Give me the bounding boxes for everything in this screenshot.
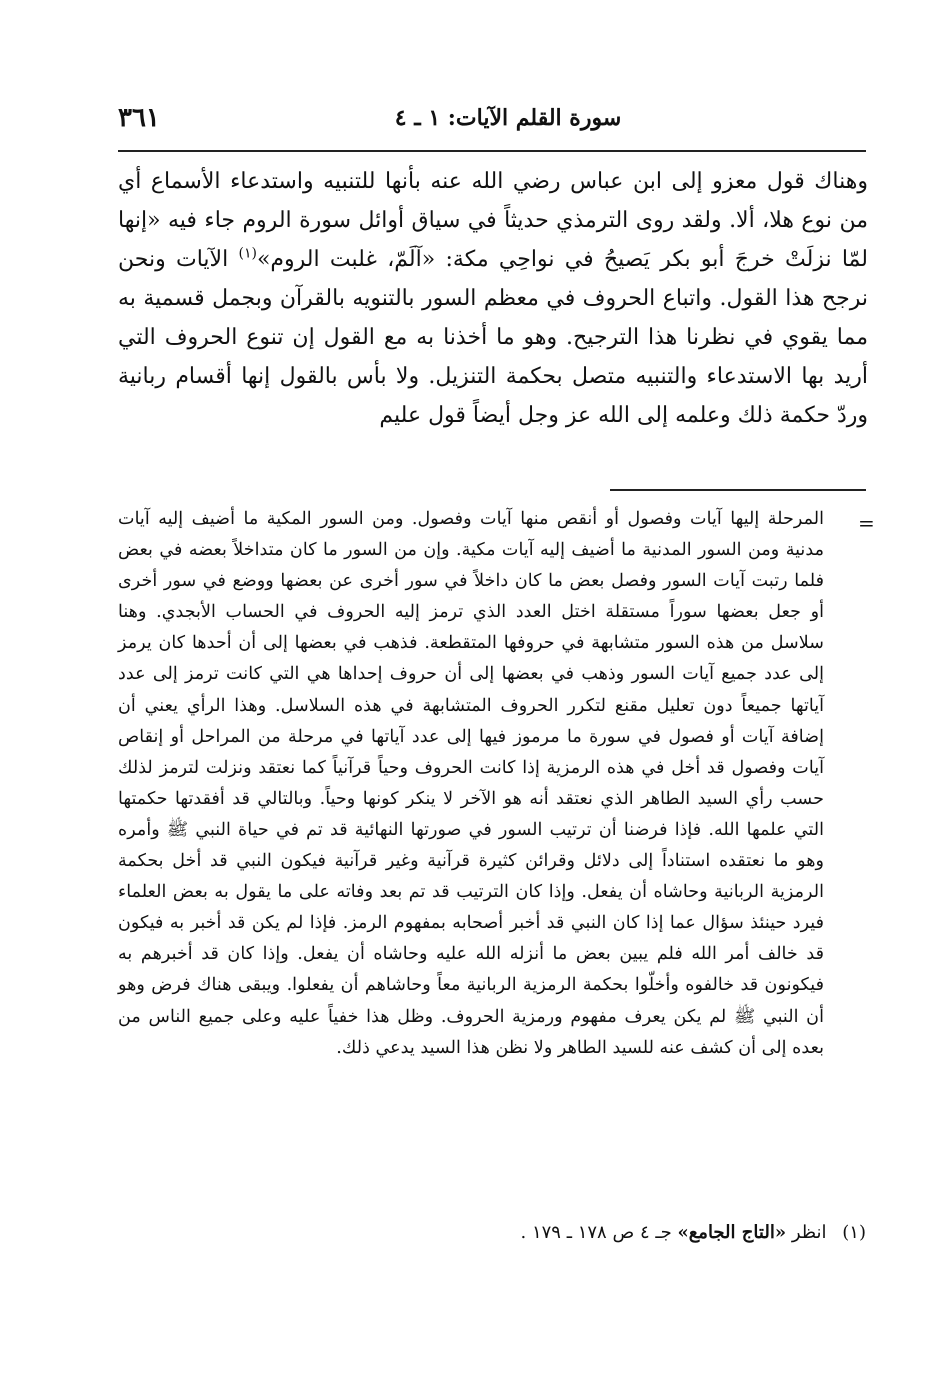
- footnote-1-marker: (١): [842, 1222, 866, 1243]
- footnote-1-source: «التاج الجامع»: [677, 1222, 787, 1243]
- page-number: ٣٦١: [118, 103, 160, 133]
- footnote-1-prefix: انظر: [791, 1222, 827, 1243]
- footnote-1-suffix: جـ ٤ ص ١٧٨ ـ ١٧٩ .: [520, 1222, 672, 1243]
- footnote-reference[interactable]: (١): [238, 245, 257, 262]
- footnote-1-text: [521, 1222, 827, 1243]
- body-paragraph: [118, 162, 868, 435]
- footnote-1: [300, 1218, 866, 1248]
- header-rule: [118, 150, 866, 152]
- running-header: [118, 98, 866, 142]
- body-text-part-2: الآيات ونحن نرجح هذا القول. واتباع الحروف في معظم السور بالتنويه بالقرآن وبجمل قسمية به مما يقوي في نظرنا هذا الترجيح. وهو ما أخذنا به مع القول إن تنوع الحروف التي أريد بها الاستدعاء والتنبيه متصل بحكمة التنزيل. ولا بأس بالقول إنها أقسام ربانية وردّ حكمة ذلك وعلمه إلى الله عز وجل أيضاً قول عليم: [118, 247, 868, 428]
- footnote-continuation: [118, 504, 824, 1064]
- body-text-part-1: وهناك قول معزو إلى ابن عباس رضي الله عنه بأنها للتنبيه واستدعاء الأسماع أي من نوع هلا، ألا. ولقد روى الترمذي حديثاً في سياق أوائل سورة الروم جاء فيه «إنها لمّا نزلَتْ خرجَ أبو بكر يَصيحُ في نواحِي مكة: «آلَمّ، غلبت الروم»: [118, 169, 868, 272]
- main-body-text: [118, 162, 868, 435]
- header-title: سورة القلم الآيات: ١ ـ ٤: [394, 105, 622, 131]
- footnote-continuation-text: المرحلة إليها آيات وفصول أو أنقص منها آيات وفصول. ومن السور المكية ما أضيف إليه آيات مدنية ومن السور المدنية ما أضيف إليه آيات مكية. وإن من السور ما كان متداخلاً بعضه في بعض فلما رتبت آيات السور وفصل بعض ما كان داخلاً في سور أخرى عن بعضها ووضع في سور أخرى أو جعل بعضها سوراً مستقلة اختل العدد الذي ترمز إليه الحروف في الحساب الأبجدي. وهنا سلاسل من هذه السور متشابهة في حروفها المتقطعة. فذهب في بعضها إلى أن أحدها كان يرمز إلى عدد جميع آيات السور وذهب في بعضها إلى أن حروف إحداها هي التي كانت ترمز إلى عدد آياتها جميعاً دون تعليل مقنع لتكرر الحروف المتشابهة في هذه السلاسل. وهذا الرأي يعني أن إضافة آيات أو فصول في سورة ما مرموز فيها إلى عدد آياتها في مرحلة من المراحل أو إنقاص آيات وفصول قد أخل في هذه الرمزية إذا كانت الحروف وحياً قرآنياً كما نعتقد ونزلت لترمز لذلك حسب رأي السيد الطاهر الذي نعتقد أنه هو الآخر لا ينكر كونها وحياً. وبالتالي قد أفقدتها حكمتها التي علمها الله. فإذا فرضنا أن ترتيب السور في صورتها النهائية قد تم في حياة النبي ﷺ وأمره وهو ما نعتقده استناداً إلى دلائل وقرائن كثيرة قرآنية وغير قرآنية فيكون النبي قد أخل بحكمة الرمزية الربانية وحاشاه أن يفعل. وإذا كان الترتيب قد تم بعد وفاته على ما يقول به بعض العلماء فيرد حينئذ سؤال عما إذا كان النبي قد أخبر أصحابه بمفهوم الرمز. فإذا لم يكن قد أخبر به فيكون قد خالف أمر الله فلم يبين بعض ما أنزله الله عليه وحاشاه أن يفعل. وإذا كان قد أخبرهم به فيكونون قد خالفوه وأخلّوا بحكمة الرمزية الربانية معاً وحاشاهم أن يفعلوا. ويبقى هناك فرض وهو أن النبي ﷺ لم يكن يعرف مفهوم ورمزية الحروف. وظل هذا خفياً عليه وعلى جميع الناس من بعده إلى أن كشف عنه للسيد الطاهر ولا نظن هذا السيد يدعي ذلك.: [118, 509, 824, 1058]
- footnote-rule: [610, 489, 866, 491]
- footnote-continuation-mark: =: [858, 511, 875, 535]
